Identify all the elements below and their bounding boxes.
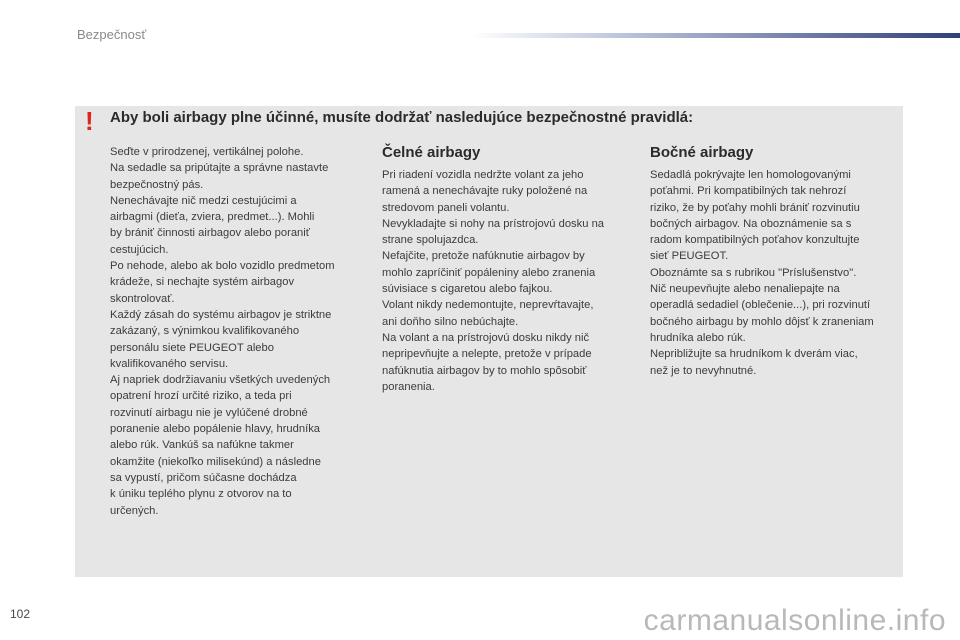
front-airbags-line: ani doňho silno nebúchajte. — [382, 315, 519, 328]
front-airbags-line: stredovom paneli volantu. — [382, 201, 510, 214]
general-rule-line: Každý zásah do systému airbagov je striktne — [110, 308, 332, 321]
front-airbags-line: poranenia. — [382, 380, 435, 393]
general-rule-line: krádeže, si nechajte systém airbagov — [110, 276, 295, 289]
general-rule-line: alebo rúk. Vankúš sa nafúkne takmer — [110, 439, 294, 452]
front-airbags-line: súvisiace s cigaretou alebo fajkou. — [382, 283, 553, 296]
general-rule-line: určených. — [110, 504, 159, 517]
front-airbags-line: nafúknutia airbagov by to mohlo spôsobiť — [382, 364, 587, 377]
warning-icon: ! — [85, 106, 94, 136]
side-airbags-line: bočných airbagov. Na oboznámenie sa s — [650, 217, 852, 230]
side-airbags-line: riziko, že by poťahy mohli brániť rozvinutiu — [650, 201, 860, 214]
general-rules-column — [110, 144, 362, 519]
front-airbags-line: Nefajčite, pretože nafúknutie airbagov by — [382, 250, 585, 263]
side-airbags-line: Nepribližujte sa hrudníkom k dverám viac, — [650, 348, 858, 361]
warning-headline: Aby boli airbagy plne účinné, musíte dodržať nasledujúce bezpečnostné pravidlá: — [110, 109, 694, 126]
general-rule-line: skontrolovať. — [110, 292, 175, 305]
side-airbags-line: bočného airbagu by mohlo dôjsť k zraneniam — [650, 315, 874, 328]
side-airbags-line: hrudníka alebo rúk. — [650, 331, 746, 344]
general-rule-line: Po nehode, alebo ak bolo vozidlo predmetom — [110, 260, 335, 273]
side-airbags-line: Sedadlá pokrývajte len homologovanými — [650, 169, 851, 181]
side-airbags-line: sieť PEUGEOT. — [650, 250, 729, 263]
general-rule-line: cestujúcich. — [110, 243, 169, 256]
side-airbags-line: než je to nevyhnutné. — [650, 364, 757, 377]
general-rule-line: opatrení hrozí určité riziko, a teda pri — [110, 390, 292, 403]
side-airbags-line: Nič neupevňujte alebo nenaliepajte na — [650, 283, 840, 296]
side-airbags-line: poťahmi. Pri kompatibilných tak nehrozí — [650, 185, 847, 198]
general-rule-line: Seďte v prirodzenej, vertikálnej polohe. — [110, 146, 304, 158]
general-rule-line: rozvinutí airbagu nie je vylúčené drobné — [110, 406, 308, 419]
general-rule-line: kvalifikovaného servisu. — [110, 357, 229, 370]
general-rule-line: bezpečnostný pás. — [110, 178, 204, 191]
general-rule-line: okamžite (niekoľko milisekúnd) a následne — [110, 455, 321, 468]
general-rule-line: k úniku teplého plynu z otvorov na to — [110, 488, 292, 501]
general-rule-line: sa vypustí, pričom súčasne dochádza — [110, 471, 297, 484]
front-airbags-line: Nevykladajte si nohy na prístrojovú dosku na — [382, 217, 605, 230]
front-airbags-line: Na volant a na prístrojovú dosku nikdy nič — [382, 331, 590, 344]
side-airbags-line: Oboznámte sa s rubrikou "Príslušenstvo". — [650, 266, 857, 279]
general-rule-line: zakázaný, s výnimkou kvalifikovaného — [110, 325, 300, 338]
side-airbags-line: radom kompatibilných poťahov konzultujte — [650, 234, 860, 247]
front-airbags-line: Pri riadení vozidla nedržte volant za jeho — [382, 169, 584, 181]
side-airbags-heading: Bočné airbagy — [650, 144, 754, 161]
general-rule-line: airbagmi (dieťa, zviera, predmet...). Mohli — [110, 211, 315, 224]
general-rule-line: poranenie alebo popálenie hlavy, hrudníka — [110, 423, 321, 436]
header-rule — [470, 33, 960, 38]
front-airbags-line: ramená a nenechávajte ruky položené na — [382, 185, 588, 198]
general-rule-line: personálu siete PEUGEOT alebo — [110, 341, 274, 354]
page-number: 102 — [10, 607, 31, 621]
general-rule-line: Na sedadle sa pripútajte a správne nastavte — [110, 162, 329, 175]
side-airbags-line: operadlá sedadiel (oblečenie...), pri rozvinutí — [650, 299, 871, 312]
front-airbags-heading: Čelné airbagy — [382, 144, 481, 161]
side-airbags-column — [650, 143, 902, 379]
front-airbags-column — [382, 143, 632, 395]
watermark: carmanualsonline.info — [643, 604, 946, 637]
front-airbags-line: Volant nikdy nedemontujte, neprevŕtavajte, — [382, 299, 594, 312]
front-airbags-line: nepripevňujte a nelepte, pretože v prípade — [382, 348, 592, 361]
general-rule-line: Nenechávajte nič medzi cestujúcimi a — [110, 194, 297, 207]
section-title: Bezpečnosť — [77, 27, 147, 42]
front-airbags-line: strane spolujazdca. — [382, 234, 479, 247]
front-airbags-line: mohlo zapríčiniť popáleniny alebo zranenia — [382, 266, 596, 279]
general-rule-line: Aj napriek dodržiavaniu všetkých uvedených — [110, 374, 331, 387]
general-rule-line: by brániť činnosti airbagov alebo poraniť — [110, 227, 310, 240]
